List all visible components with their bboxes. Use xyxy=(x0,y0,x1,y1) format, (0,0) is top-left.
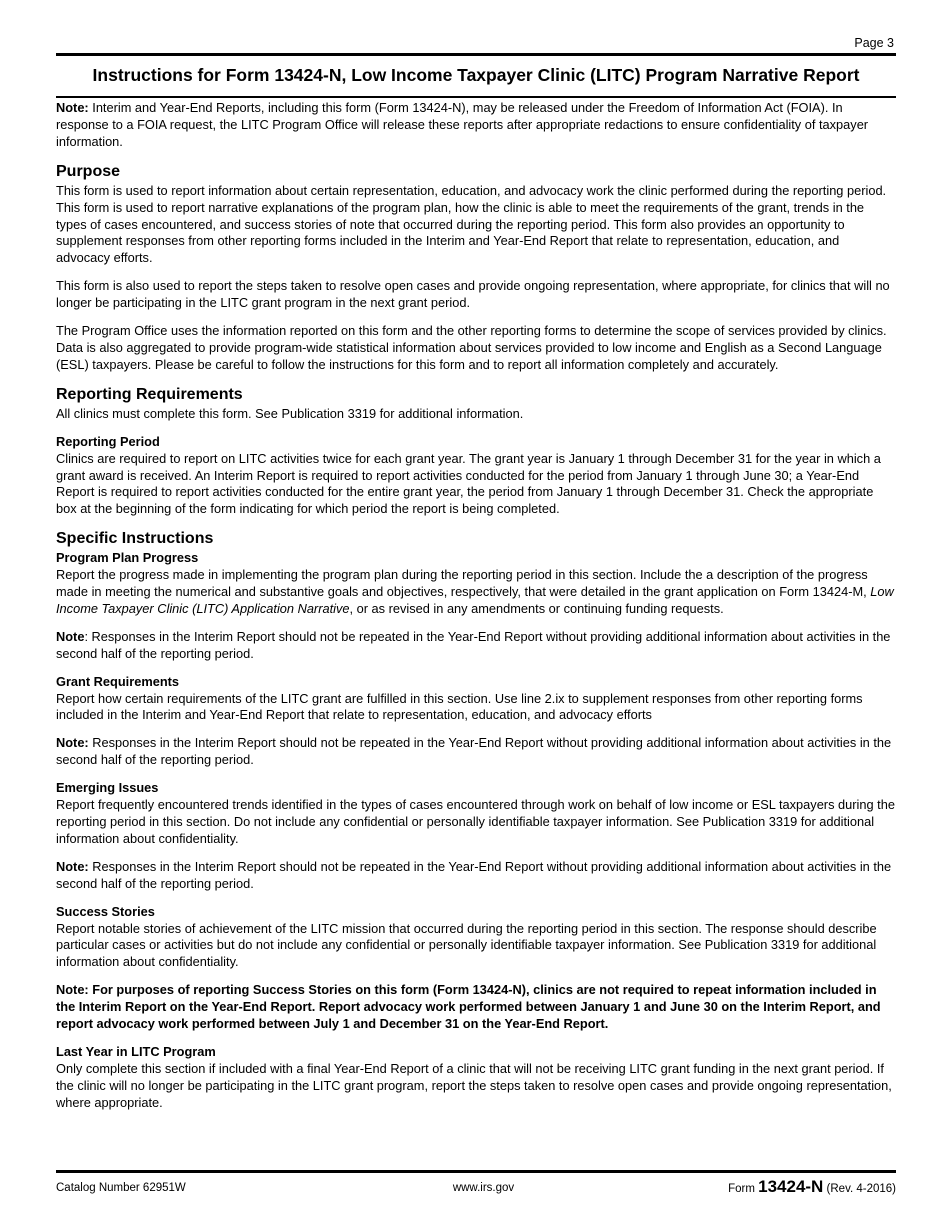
last-year-paragraph: Only complete this section if included with a final Year-End Report of a clinic that will not be receiving LITC grant funding in the next grant period. If the clinic will no longer be participating in the LITC grant program, report the steps taken to resolve open cases and provide ongoing representation, where appropriate. xyxy=(56,1060,892,1110)
intro-note xyxy=(56,100,896,151)
emerging-note-text: Responses in the Interim Report should not be repeated in the Year-End Report without providing additional information about activities in the second half of the reporting period. xyxy=(56,858,892,891)
reporting-requirements-paragraph: All clinics must complete this form. See Publication 3319 for additional information. xyxy=(56,405,524,421)
purpose-paragraph-3: The Program Office uses the information reported on this form and the other reporting forms to determine the scope of services provided by clinics. Data is also aggregated to provide program-wide statistical information about services provided to low income and English as a Second Language (ESL) taxpayers. Please be careful to follow the instructions for this form and to report all information completely and accurately. xyxy=(56,323,887,372)
grant-requirements-heading: Grant Requirements xyxy=(56,673,180,689)
program-plan-note-text: : Responses in the Interim Report should not be repeated in the Year-End Report without providing additional information about activities in the second half of the reporting period. xyxy=(56,628,891,661)
reporting-requirements-heading: Reporting Requirements xyxy=(56,385,243,403)
success-note-bold: Note: For purposes of reporting Success Stories on this form (Form 13424-N), clinics are not required to repeat information included in the Interim Report on the Year-End Report. Report advocacy work performed between January 1 and June 30 on the Interim Report, and report advocacy work performed between July 1 and December 31 on the Year-End Report. xyxy=(56,982,881,1032)
page-number: Page 3 xyxy=(854,36,894,50)
program-plan-note-label: Note xyxy=(56,628,85,644)
form-revision: (Rev. 4-2016) xyxy=(823,1183,896,1195)
header-rule-top xyxy=(56,53,896,56)
form-number: 13424-N xyxy=(758,1177,824,1196)
program-plan-heading: Program Plan Progress xyxy=(56,550,199,566)
grant-requirements-paragraph: Report how certain requirements of the LITC grant are fulfilled in this section. Use line 2.ix to supplement responses from other reporting forms included in the Interim and Year-End Report that relate to representation, education, and advocacy efforts xyxy=(56,690,863,723)
program-plan-note xyxy=(56,629,896,663)
grant-note-label: Note: xyxy=(56,735,89,751)
success-stories-note xyxy=(56,982,896,1033)
success-stories-paragraph: Report notable stories of achievement of the LITC mission that occurred during the reporting period in this section. The response should describe particular cases or activities but do not include any confidential or personally identifiable taxpayer information. See Publication 3319 for additional information about confidentiality. xyxy=(56,920,877,970)
emerging-issues-note xyxy=(56,859,896,893)
emerging-issues-paragraph: Report frequently encountered trends identified in the types of cases encountered through work on behalf of low income or ESL taxpayers during the reporting period in this section. Do not include any confidential or personally identifiable taxpayer information. See Publication 3319 for additional information about confidentiality. xyxy=(56,797,895,846)
emerging-issues-heading: Emerging Issues xyxy=(56,780,159,796)
reporting-period-paragraph: Clinics are required to report on LITC activities twice for each grant year. The grant year is January 1 through December 31 for the year in which a grant award is received. An Interim Report is required to report activities conducted for the period from January 1 through June 30; a Year-End Report is required to report activities conducted for the entire grant year, the period from January 1 through December 31. Check the appropriate box at the beginning of the form indicating for which period the report is being completed. xyxy=(56,450,881,517)
catalog-number: Catalog Number 62951W xyxy=(56,1182,186,1194)
grant-note-text: Responses in the Interim Report should not be repeated in the Year-End Report without providing additional information about activities in the second half of the reporting period. xyxy=(56,735,892,768)
header-rule-bottom xyxy=(56,96,896,98)
purpose-paragraph-1: This form is used to report information about certain representation, education, and advocacy work the clinic performed during the reporting period. This form is used to report narrative explanations of the program plan, how the clinic is able to meet the requirements of the grant, trends in the types of cases encountered, and success stories of note that occurred during the reporting period. This form also provides an opportunity to supplement responses from other reporting forms included in the Interim and Year-End Report that relate to representation, education, and advocacy efforts. xyxy=(56,182,887,266)
footer-rule xyxy=(56,1170,896,1173)
program-plan-paragraph xyxy=(56,567,896,618)
irs-website-link[interactable]: www.irs.gov xyxy=(452,1182,515,1194)
form-13424m-title: Low Income Taxpayer Clinic (LITC) Application Narrative xyxy=(56,584,894,616)
purpose-paragraph-2: This form is also used to report the steps taken to resolve open cases and provide ongoing representation, where appropriate, for clinics that will no longer be participating in the LITC grant program in the next grant period. xyxy=(56,278,890,311)
reporting-period-heading: Reporting Period xyxy=(56,433,160,449)
purpose-heading: Purpose xyxy=(56,162,121,180)
program-plan-text-a: Report the progress made in implementing the program plan during the reporting period in this section. Include the a description of the progress made in meeting the numerical and substantive goals and objectives, respectively, that were detailed in the grant application on Form 13424-M, xyxy=(56,567,871,600)
intro-note-label: Note: xyxy=(56,100,89,115)
last-year-heading: Last Year in LITC Program xyxy=(56,1043,216,1059)
instructions-body xyxy=(56,100,896,1123)
form-identifier xyxy=(728,1177,896,1197)
form-label: Form xyxy=(728,1183,759,1195)
intro-note-text: Interim and Year-End Reports, including this form (Form 13424-N), may be released under the Freedom of Information Act (FOIA). In response to a FOIA request, the LITC Program Office will release these reports after appropriate redactions to ensure confidentiality of taxpayer information. xyxy=(56,100,869,149)
program-plan-text-b: , or as revised in any amendments or continuing funding requests. xyxy=(349,600,724,616)
grant-requirements-note xyxy=(56,735,896,769)
success-stories-heading: Success Stories xyxy=(56,903,155,919)
specific-instructions-heading: Specific Instructions xyxy=(56,530,214,548)
emerging-note-label: Note: xyxy=(56,858,89,874)
page-title: Instructions for Form 13424-N, Low Income Taxpayer Clinic (LITC) Program Narrative Report xyxy=(92,65,860,85)
